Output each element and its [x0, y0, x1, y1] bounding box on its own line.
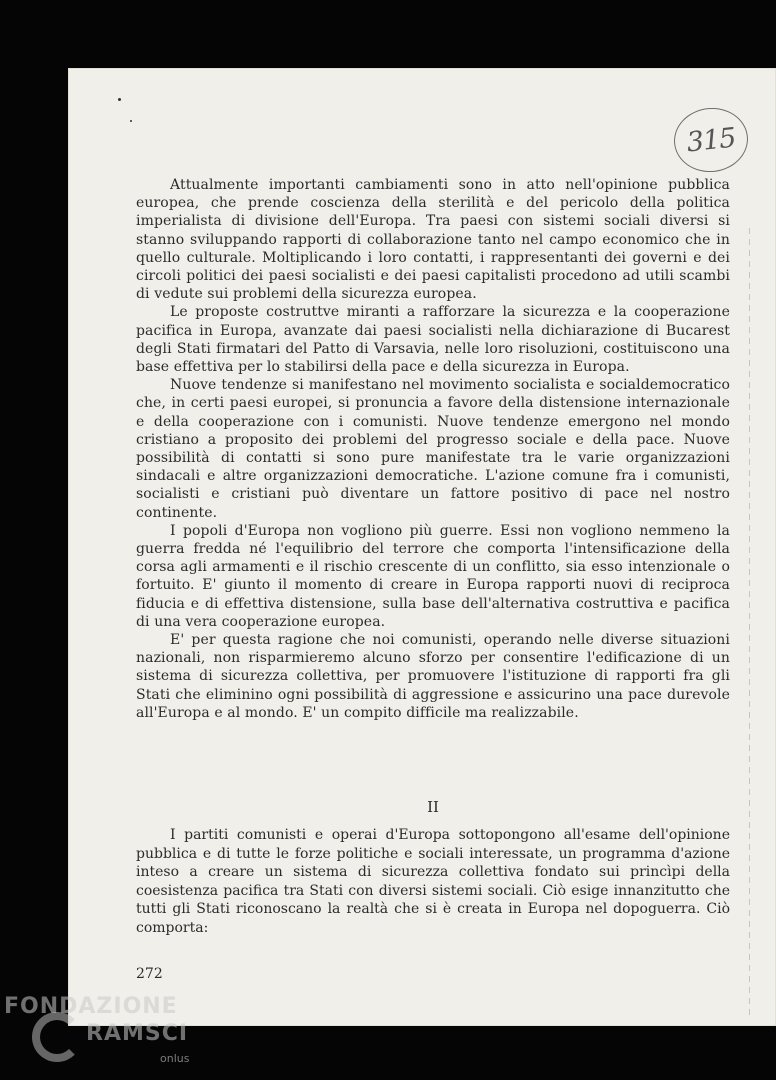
section-heading: II [427, 798, 439, 816]
page-number: 272 [136, 966, 163, 982]
watermark-line2: RAMSCI [86, 1021, 189, 1046]
folio-number-text: 315 [685, 122, 737, 158]
paragraph: E' per questa ragione che noi comunisti, operando nelle diverse situazioni nazionali, non risparmieremo alcuno sforzo per consentire l'edificazione di un sistema di sicurezza collettiva, per promuovere l'istituzione di rapporti fra gli Stati che eliminino ogni possibilità di aggressione e assicurino una pace durevole all'Europa e al mondo. E' un compito difficile ma realizzabile. [136, 632, 730, 721]
paragraph: Attualmente importanti cambiamenti sono in atto nell'opinione pubblica europea, che prende coscienza della sterilità e del pericolo della politica imperialista di divisione dell'Europa. Tra paesi con sistemi sociali diversi si stanno sviluppando rapporti di collaborazione tanto nel campo economico che in quello culturale. Moltiplicando i loro contatti, i rappresentanti dei governi e dei circoli politici dei paesi socialisti e dei paesi capitalisti procedono ad utili scambi di vedute sui problemi della sicurezza europea. [136, 177, 730, 303]
ink-speck [118, 98, 121, 101]
handwritten-folio-number [671, 104, 751, 175]
section-text [136, 826, 730, 938]
watermark-onlus: onlus [160, 1052, 190, 1065]
ink-speck [130, 120, 132, 122]
paragraph: Le proposte costruttve miranti a rafforzare la sicurezza e la cooperazione pacifica in Europa, avanzate dai paesi socialisti nella dichiarazione di Bucarest degli Stati firmatari del Patto di Varsavia, nelle loro risoluzioni, costituiscono una base effettiva per lo stabilirsi della pace e della sicurezza in Europa. [136, 304, 730, 376]
paragraph: I popoli d'Europa non vogliono più guerre. Essi non vogliono nemmeno la guerra fredda né l'equilibrio del terrore che comporta l'intensificazione della corsa agli armamenti e il rischio crescente di un conflitto, sia esso intenzionale o fortuito. E' giunto il momento di creare in Europa rapporti nuovi di reciproca fiducia e di effettiva distensione, sulla base dell'alternativa costruttiva e pacifica di una vera cooperazione europea. [136, 522, 730, 630]
main-text [136, 176, 730, 722]
paragraph: Nuove tendenze si manifestano nel movimento socialista e socialdemocratico che, in certi paesi europei, si pronuncia a favore della distensione internazionale e della cooperazione con i comunisti. Nuove tendenze emergono nel mondo cristiano a proposito dei problemi del progresso sociale e della pace. Nuove possibilità di contatti si sono pure manifestate tra le varie organizzazioni sindacali e altre organizzazioni democratiche. L'azione comune fra i comunisti, socialisti e cristiani può diventare un fattore positivo di pace nel nostro continente. [136, 377, 730, 521]
document-page [68, 68, 776, 1026]
watermark-line1: FONDAZIONE [4, 994, 178, 1019]
paragraph: I partiti comunisti e operai d'Europa sottopongono all'esame dell'opinione pubblica e di tutte le forze politiche e sociali interessate, un programma d'azione inteso a creare un sistema di sicurezza collettiva fondato sui princìpi della coesistenza pacifica tra Stati con diversi sistemi sociali. Ciò esige innanzitutto che tutti gli Stati riconoscano la realtà che si è creata in Europa nel dopoguerra. Ciò comporta: [136, 827, 730, 936]
